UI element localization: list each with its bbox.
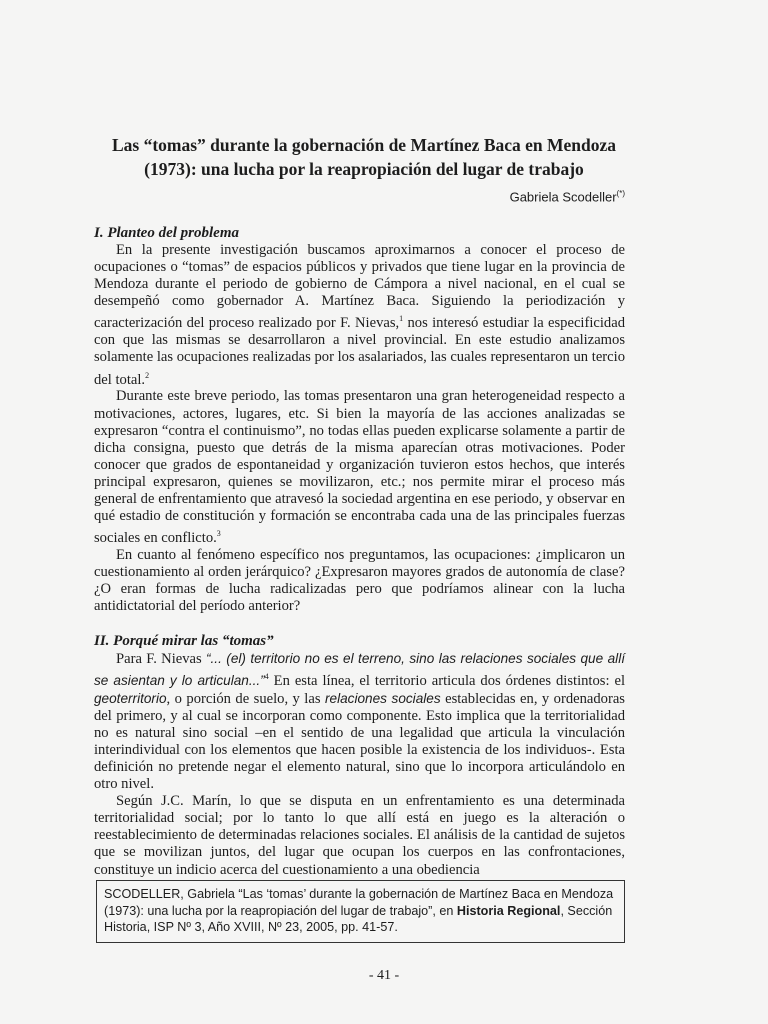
page-number: - 41 - <box>368 968 400 983</box>
section-heading-2: II. Porqué mirar las “tomas” <box>94 632 274 649</box>
journal-name: Historia Regional <box>456 903 561 918</box>
author-name: Gabriela Scodeller <box>509 189 617 205</box>
author-footnote-mark: (*) <box>616 189 625 198</box>
citation-box: SCODELLER, Gabriela “Las ‘tomas’ durante la gobernación de Martínez Baca en Mendoza (1973): una lucha por la reapropiación del lugar de trabajo”, en Historia Regional, Sección Historia, ISP Nº 3, Año XVIII, Nº 23, 2005, pp. 41-57. <box>96 880 625 943</box>
quotation: “... (el) territorio no es el terreno, sino las relaciones sociales que allí se asientan y lo articulan...” <box>94 650 625 688</box>
section-heading-1: I. Planteo del problema <box>94 225 239 241</box>
footnote-mark: 2 <box>145 370 150 380</box>
footnote-mark: 1 <box>399 314 404 324</box>
article-body <box>94 224 625 879</box>
paragraph: Durante este breve periodo, las tomas presentaron una gran heterogeneidad respecto a motivaciones, actores, lugares, etc. Si bien la mayoría de las acciones analizadas se expresaron “contra el continuismo”, no todas ellas pueden explicarse solamente a partir de dicha consigna, puesto que detrás de la misma aparecían otras motivaciones. Poder conocer que grados de espontaneidad y organización tuvieron estos hechos, que interés principal expresaron, quienes se movilizaron, etc.; nos permite mirar el proceso más general de enfrentamiento que atravesó la sociedad argentina en ese periodo, y observar en qué estadio de constitución y formación se encontraba cada una de las principales fuerzas sociales en conflicto.$^3$ <box>94 388 625 547</box>
term-geoterritorio: geoterritorio <box>94 690 167 706</box>
paragraph: En cuanto al fenómeno específico nos preguntamos, las ocupaciones: ¿implicaron un cuestionamiento al orden jerárquico? ¿Expresaron mayores grados de autonomía de clase? ¿O eran formas de lucha radicalizadas pero que podríamos alinear con la lucha antidictatorial del período anterior? <box>94 547 625 615</box>
title-line-1: Las “tomas” durante la gobernación de Martínez Baca en Mendoza <box>111 135 617 155</box>
term-relaciones-sociales: relaciones sociales <box>324 690 441 706</box>
footnote-mark: 3 <box>216 529 221 539</box>
title-line-2: (1973): una lucha por la reapropiación del lugar de trabajo <box>144 159 584 179</box>
paragraph: Para F. Nievas “... (el) territorio no es el terreno, sino las relaciones sociales que allí se asientan y lo articulan...”$^4$ En esta línea, el territorio articula dos órdenes distintos: el geoterritorio, o porción de suelo, y las relaciones sociales establecidas en, y ordenadoras del primero, y al cual se incorporan como componente. Esto implica que la territorialidad no es natural sino social –en el sentido de una legalidad que articula la vinculación interindividual con los elementos que hacen posible la existencia de los individuos-. Esta definición no pretende negar el elemento natural, sino que lo incorpora articulándolo en otro nivel. <box>94 650 625 793</box>
author <box>510 189 625 204</box>
article-title <box>94 133 634 181</box>
paragraph: En la presente investigación buscamos aproximarnos a conocer el proceso de ocupaciones o “tomas” de espacios públicos y privados que tiene lugar en la provincia de Mendoza durante el periodo de gobierno de Cámpora a nivel nacional, en el cual se desempeñó como gobernador A. Martínez Baca. Siguiendo la periodización y caracterización del proceso realizado por F. Nievas,$^1$ nos interesó estudiar la especificidad con que las mismas se desarrollaron a nivel provincial. En este estudio analizamos solamente las ocupaciones realizadas por los asalariados, las cuales representaron un tercio del total.$^2$ <box>94 242 625 388</box>
paragraph: Según J.C. Marín, lo que se disputa en un enfrentamiento es una determinada territorialidad social; por lo tanto lo que allí está en juego es la alteración o reestablecimiento de determinadas relaciones sociales. El análisis de la cantidad de sujetos que se movilizan juntos, del lugar que ocupan los cuerpos en las confrontaciones, constituye un indicio acerca del cuestionamiento a una obediencia <box>94 793 625 878</box>
footnote-mark: 4 <box>264 671 269 681</box>
